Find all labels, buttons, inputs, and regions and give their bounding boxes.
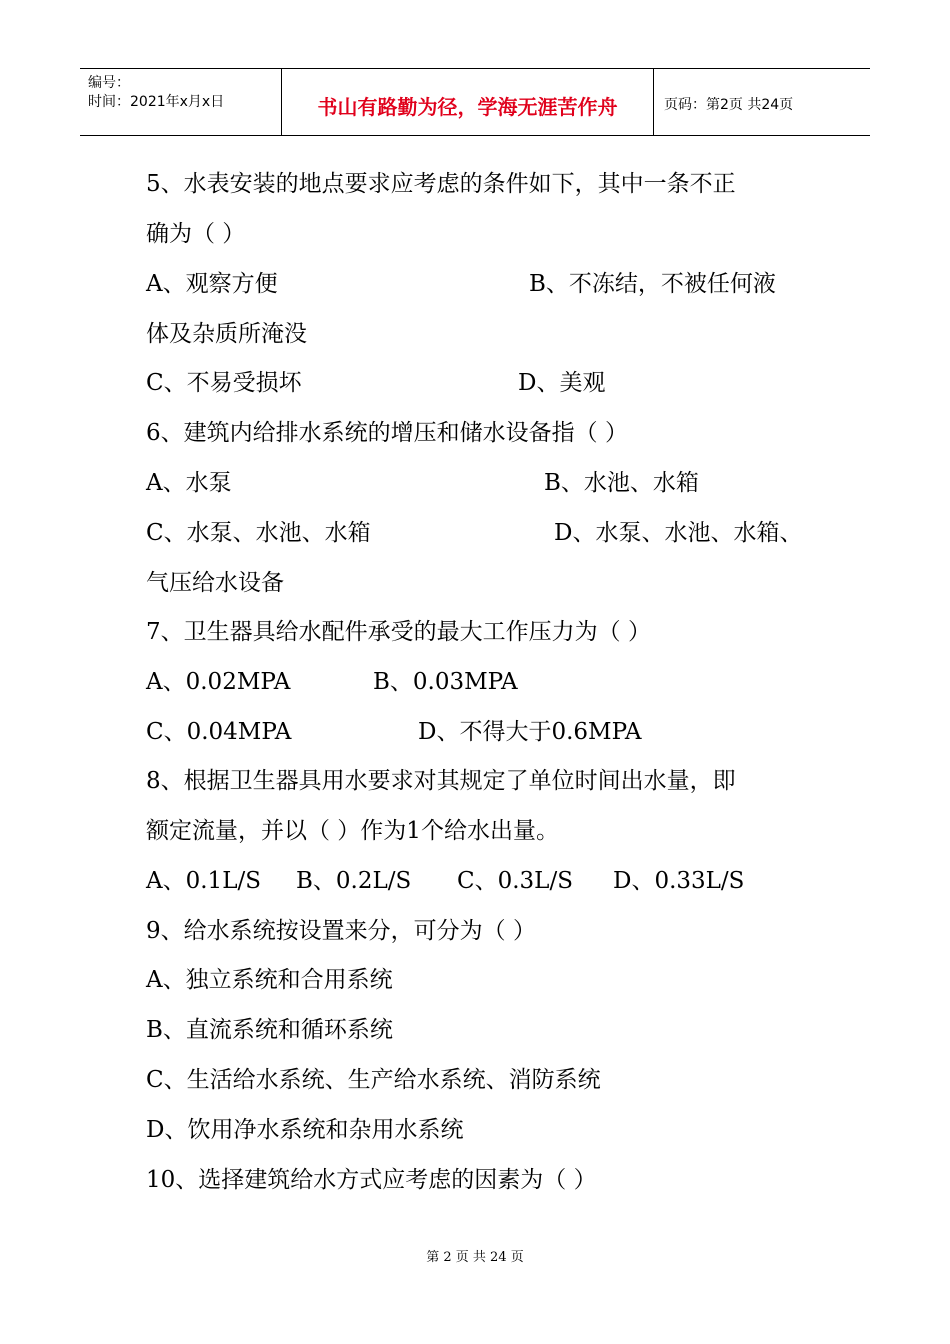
q5-stem-line-2: 确为（ ） <box>146 221 246 247</box>
q8-stem-line-1: 8、根据卫生器具用水要求对其规定了单位时间出水量，即 <box>146 768 736 794</box>
header-date: 时间：2021年x月x日 <box>88 94 225 110</box>
q8-option-b: B、0.2L/S <box>296 868 412 894</box>
q5-option-d: D、美观 <box>518 370 606 396</box>
page-header <box>80 68 870 136</box>
q7-option-a: A、0.02MPA <box>146 669 291 695</box>
q5-option-b-cont: 体及杂质所淹没 <box>146 321 307 347</box>
q5-option-b: B、不冻结，不被任何液 <box>529 271 776 297</box>
header-meta-cell <box>80 69 282 135</box>
header-number-label: 编号： <box>88 75 130 91</box>
q6-option-a: A、水泵 <box>146 470 232 496</box>
q5-option-c: C、不易受损坏 <box>146 370 302 396</box>
q10-stem: 10、选择建筑给水方式应考虑的因素为（ ） <box>146 1167 597 1193</box>
q8-option-d: D、0.33L/S <box>613 868 745 894</box>
q6-stem: 6、建筑内给排水系统的增压和储水设备指（ ） <box>146 420 628 446</box>
q9-option-c: C、生活给水系统、生产给水系统、消防系统 <box>146 1067 601 1093</box>
q6-option-b: B、水池、水箱 <box>544 470 699 496</box>
q8-option-a: A、0.1L/S <box>146 868 261 894</box>
q6-option-c: C、水泵、水池、水箱 <box>146 520 371 546</box>
q9-option-b: B、直流系统和循环系统 <box>146 1017 393 1043</box>
header-page-info: 页码：第2页 共24页 <box>664 97 794 113</box>
q8-stem-line-2: 额定流量，并以（ ）作为1个给水出量。 <box>146 818 559 844</box>
q6-option-d: D、水泵、水池、水箱、 <box>554 520 803 546</box>
q9-stem: 9、给水系统按设置来分，可分为（ ） <box>146 918 536 944</box>
q7-option-d: D、不得大于0.6MPA <box>418 719 642 745</box>
q9-option-d: D、饮用净水系统和杂用水系统 <box>146 1117 464 1143</box>
q9-option-a: A、独立系统和合用系统 <box>146 967 393 993</box>
q5-stem-line-1: 5、水表安装的地点要求应考虑的条件如下，其中一条不正 <box>146 171 736 197</box>
q8-option-c: C、0.3L/S <box>457 868 573 894</box>
q6-option-d-cont: 气压给水设备 <box>146 570 284 596</box>
page-footer: 第 2 页 共 24 页 <box>426 1250 524 1265</box>
header-page-cell <box>654 69 870 135</box>
header-motto: 书山有路勤为径，学海无涯苦作舟 <box>317 95 618 119</box>
q7-option-c: C、0.04MPA <box>146 719 292 745</box>
header-motto-cell <box>282 69 654 135</box>
q7-option-b: B、0.03MPA <box>373 669 518 695</box>
q7-stem: 7、卫生器具给水配件承受的最大工作压力为（ ） <box>146 619 651 645</box>
q5-option-a: A、观察方便 <box>146 271 278 297</box>
